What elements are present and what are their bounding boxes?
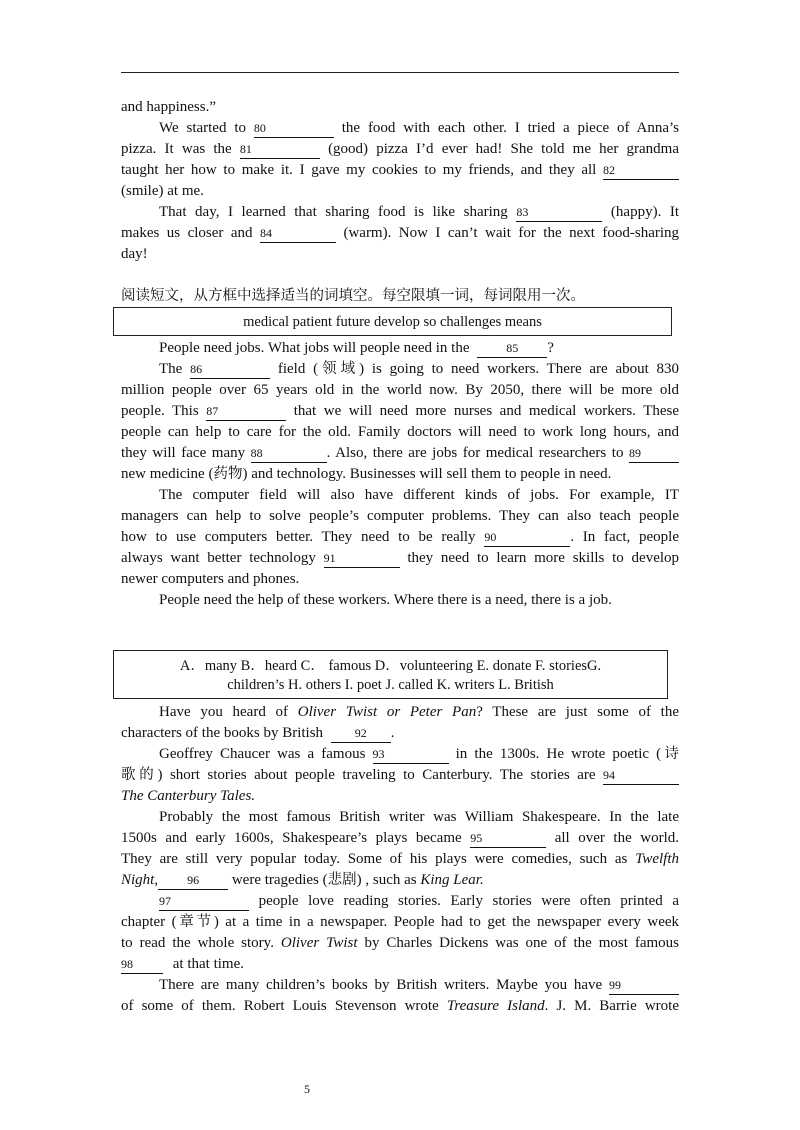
text-line (121, 244, 679, 265)
text: they will face many (121, 445, 246, 461)
text: people love reading stories. Early stories were often printed a (258, 893, 680, 909)
text (251, 445, 624, 461)
text-line (121, 506, 679, 527)
text: they need to learn more skills to develop (407, 550, 680, 566)
book-title: Twelfth (635, 851, 680, 867)
blank-97[interactable]: 97 (159, 895, 249, 911)
text: characters of the books by British (121, 725, 324, 741)
text: (warm). Now I can’t wait for the next food-sharing (343, 225, 680, 241)
text: Probably the most famous British writer was William Shakespeare. In the late (159, 809, 679, 825)
text: ? (547, 340, 554, 356)
chinese-gloss: 领域 (318, 361, 360, 377)
blank-83[interactable]: 83 (516, 206, 602, 222)
text-line (121, 160, 679, 181)
text: newer computers and phones. (121, 571, 300, 587)
text: . Also, there are jobs for medical researchers to (326, 445, 624, 461)
text: Geoffrey Chaucer was a famous (159, 746, 366, 762)
text: . In fact, people (570, 529, 679, 545)
text: They are still very popular today. Some of his plays were comedies, such as (121, 851, 628, 867)
text: ) , such as (356, 872, 417, 888)
page-number: 5 (304, 1082, 310, 1096)
text (298, 704, 679, 720)
text: to read the whole story. (121, 935, 274, 951)
options-line: A．many B．heard C． famous D．volunteering E. donate F. storiesG. (179, 658, 602, 674)
book-title: Night (121, 872, 155, 888)
text: people. This (121, 403, 199, 419)
text: the food with each other. I tried a piece of Anna’s (341, 120, 680, 136)
text-line (159, 359, 679, 380)
blank-90[interactable]: 90 (484, 531, 570, 547)
text-line (121, 569, 679, 590)
chinese-gloss: 歌的 (121, 767, 158, 783)
text: (smile) at me. (121, 183, 204, 199)
text: The computer field will also have different kinds of jobs. For example, IT (159, 487, 679, 503)
text: were tragedies ( (231, 872, 328, 888)
text: how to use computers better. They need to be really (121, 529, 476, 545)
text-line (121, 139, 679, 160)
blank-98[interactable]: 98 (121, 958, 163, 974)
blank-87[interactable]: 87 (206, 405, 286, 421)
text: chapter ( (121, 914, 177, 930)
text: pizza. It was the (121, 141, 232, 157)
text: (happy). It (610, 204, 680, 220)
text: ) and technology. Businesses will sell them to people in need. (242, 466, 612, 482)
text: There are many children’s books by British writers. Maybe you have (159, 977, 603, 993)
text: taught her how to make it. I gave my cookies to my friends, and they all (121, 162, 597, 178)
text: We started to (159, 120, 246, 136)
text: People need jobs. What jobs will people need in the (159, 340, 470, 356)
text (447, 998, 679, 1014)
text: makes us closer and (121, 225, 253, 241)
text-line (121, 723, 679, 744)
text-line (121, 380, 679, 401)
text: ) at a time in a newspaper. People had to get the newspaper every week (213, 914, 680, 930)
text: new medicine ( (121, 466, 214, 482)
blank-94[interactable]: 94 (603, 769, 679, 785)
text-line (159, 702, 679, 723)
text: ) short stories about people traveling to Canterbury. The stories are (157, 767, 596, 783)
word-box: medical patient future develop so challenges means (113, 307, 672, 336)
text: (good) pizza I’d ever had! She told me her grandma (328, 141, 679, 157)
text: ? These are just some of the (476, 704, 680, 720)
text-line (121, 223, 679, 244)
text (484, 529, 679, 545)
blank-93[interactable]: 93 (373, 748, 449, 764)
chinese-gloss: 诗 (661, 746, 680, 762)
text: million people over 65 years old in the world now. By 2050, there will be more old (121, 382, 679, 398)
chinese-gloss: 悲剧 (327, 872, 357, 888)
text-line (121, 996, 679, 1017)
blank-95[interactable]: 95 (470, 832, 546, 848)
text: managers can help to solve people’s computer problems. They can also teach people (121, 508, 679, 524)
text-line (121, 548, 679, 569)
chinese-gloss: 药物 (213, 466, 243, 482)
text: at that time. (172, 956, 244, 972)
text: . J. M. Barrie wrote (544, 998, 679, 1014)
text: The (159, 361, 183, 377)
text-line (159, 338, 679, 359)
text-line (159, 202, 679, 223)
book-title: The Canterbury Tales. (121, 788, 256, 804)
blank-91[interactable]: 91 (324, 552, 400, 568)
text: day! (121, 246, 148, 262)
text: people can help to care for the old. Family doctors will need to work long hours, and (121, 424, 679, 440)
text-line (159, 744, 679, 765)
text-line (159, 590, 679, 611)
text-line (121, 786, 679, 807)
text: . (390, 725, 395, 741)
text: That day, I learned that sharing food is like sharing (159, 204, 508, 220)
text-line (121, 443, 679, 464)
text-line (121, 849, 679, 870)
text-line (121, 181, 679, 202)
text: field ( (277, 361, 319, 377)
text: , (154, 872, 159, 888)
blank-84[interactable]: 84 (260, 227, 336, 243)
blank-96[interactable]: 96 (158, 874, 228, 890)
blank-81[interactable]: 81 (240, 143, 320, 159)
text: by Charles Dickens was one of the most famous (364, 935, 680, 951)
blank-80[interactable]: 80 (254, 122, 334, 138)
header-rule (121, 72, 679, 73)
book-title: Oliver Twist or Peter Pan (297, 704, 477, 720)
text (456, 746, 679, 762)
blank-89[interactable]: 89 (629, 447, 679, 463)
text: Have you heard of (159, 704, 289, 720)
blank-92[interactable]: 92 (331, 727, 391, 743)
book-title: Oliver Twist (280, 935, 358, 951)
text: that we will need more nurses and medical workers. These (293, 403, 680, 419)
text-line (121, 765, 679, 786)
text-line (121, 401, 679, 422)
text-line (121, 933, 679, 954)
blank-82[interactable]: 82 (603, 164, 679, 180)
blank-85[interactable]: 85 (477, 342, 547, 358)
text: People need the help of these workers. Where there is a need, there is a job. (159, 592, 612, 608)
text-line (121, 422, 679, 443)
options-line: children’s H. others I. poet J. called K. writers L. British (227, 677, 554, 693)
text-line (159, 807, 679, 828)
options-box (113, 650, 668, 699)
book-title: Treasure Island (446, 998, 545, 1014)
text (278, 361, 679, 377)
text: 1500s and early 1600s, Shakespeare’s plays became (121, 830, 462, 846)
book-title: King Lear. (420, 872, 484, 888)
text-line (121, 828, 679, 849)
text-line (121, 97, 679, 118)
blank-99[interactable]: 99 (609, 979, 679, 995)
text: of some of them. Robert Louis Stevenson wrote (121, 998, 439, 1014)
blank-86[interactable]: 86 (190, 363, 270, 379)
text: in the 1300s. He wrote poetic ( (455, 746, 662, 762)
text: always want better technology (121, 550, 316, 566)
text: and happiness.” (121, 99, 216, 115)
text-line (121, 954, 679, 975)
text (121, 767, 596, 783)
text-line (159, 118, 679, 139)
text: all over the world. (554, 830, 680, 846)
text-line (121, 870, 679, 891)
text-line (121, 912, 679, 933)
text-line (159, 485, 679, 506)
blank-88[interactable]: 88 (251, 447, 327, 463)
chinese-gloss: 章节 (176, 914, 214, 930)
text-line (159, 891, 679, 912)
text: ) is going to need workers. There are about 830 (359, 361, 680, 377)
text-line (159, 975, 679, 996)
text-line (121, 464, 679, 485)
text-line (121, 527, 679, 548)
section-instruction: 阅读短文，从方框中选择适当的词填空。每空限填一词，每词限用一次。 (121, 288, 585, 304)
